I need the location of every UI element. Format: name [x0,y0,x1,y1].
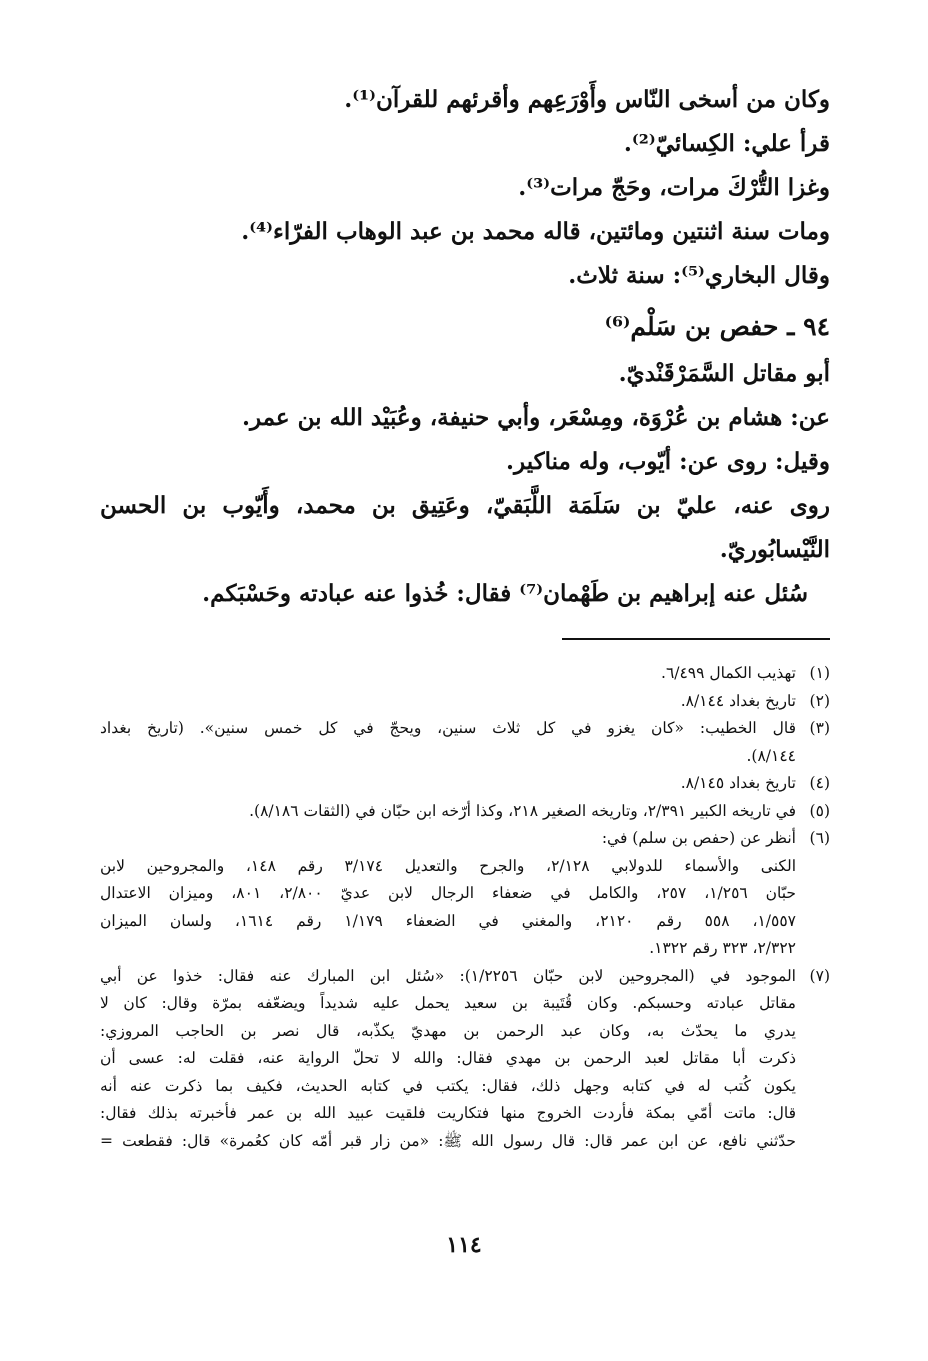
entry-heading: ٩٤ ـ حفص بن سَلْم⁽⁶⁾ [604,312,830,341]
entry-line: سُئل عنه إبراهيم بن طَهْمان⁽⁷⁾ فقال: خُذوا عنه عبادته وحَسْبَكم. [202,580,808,607]
footnote-number: (٣) [809,719,830,737]
footnote-text: أنظر عن (حفص بن سلم) في: [601,829,796,847]
entry-line: وقيل: روى عن: أيّوب، وله مناكير. [506,448,830,475]
main-line: وقال البخاري⁽⁵⁾: سنة ثلاث. [568,262,830,289]
footnote [100,688,830,716]
footnote-number: (١) [809,664,830,682]
footnote-number: (٦) [809,829,830,847]
footnote-text: تهذيب الكمال ٦/٤٩٩. [661,664,796,682]
footnote-text: قال: ماتت أمّي بمكة فأردت الخروج منها فتكاريت فلقيت عبيد الله بن عمر فأخبرته بذلك فقال: [100,1104,796,1122]
footnote [100,660,830,688]
footnotes [100,660,830,1155]
page-number: ١١٤ [446,1232,482,1258]
main-line: وكان من أسخى النّاس وأَوْرَعِهم وأقرئهم للقرآن⁽¹⁾. [344,86,830,113]
footnote [100,715,830,770]
footnote-text: حبّان ١/٢٥٦، ٢٥٧، والكامل في ضعفاء الرجال لابن عديّ ٢/٨٠٠، ٨٠١، وميزان الاعتدال [100,884,796,902]
footnote-text: ٢/٣٢٢، ٣٢٣ رقم ١٣٢٢. [649,939,796,957]
footnote [100,825,830,963]
footnote-text: ذكرت أبا مقاتل لعبد الرحمن بن مهدي فقال: والله لا تحلّ الرواية عنه، فقلت له: عسى أن [100,1049,796,1067]
footnote-number: (٢) [809,691,830,710]
footnote-text: مقاتل عبادته وحسبكم. وكان قُتَيبة بن سعيد يحمل عليه شديداً ويضعّفه بمرّة وقال: كان لا [100,994,796,1012]
footnote-number: (٤) [809,774,830,792]
main-line: وغزا التُّرْكَ مرات، وحَجّ مرات⁽³⁾. [518,174,830,201]
footnote-text: الكنى والأسماء للدولابي ٢/١٢٨، والجرح والتعديل ٣/١٧٤ رقم ١٤٨، والمجروحين لابن [100,856,796,875]
footnote-text: تاريخ بغداد ٨/١٤٥. [680,774,796,792]
footnote [100,770,830,798]
footnote-text: يكون كُتب له في كتابه وجهل ذلك، فقال: يكتب في كتابه الحديث، فكيف بما ذكرت عنه أنه [100,1076,796,1095]
footnote-text: ١/٥٥٧، ٥٥٨ رقم ٢١٢٠، والمغني في الضعفاء ١/١٧٩ رقم ١٦١٤، ولسان الميزان [100,911,796,930]
main-line: ومات سنة اثنتين ومائتين، قاله محمد بن عبد الوهاب الفرّاء⁽⁴⁾. [241,218,830,245]
entry-line: روى عنه، عليّ بن سَلَمَة اللَّبَقيّ، وعَتِيق بن محمد، وأَيّوب بن الحسن [100,492,830,519]
footnote-number: (٥) [809,801,830,820]
footnote-text: الموجود في (المجروحين لابن حبّان ١/٢٢٥٦): «سُئل ابن المبارك عنه فقال: خذوا عن أبي [100,966,796,985]
entry-line: عن: هشام بن عُرْوَة، ومِسْعَر، وأبي حنيفة، وعُبَيْد الله بن عمر. [241,404,830,431]
footnote-number: (٧) [809,966,830,985]
footnote [100,963,830,1156]
footnote-separator [562,638,830,640]
footnote-text: ٨/١٤٤). [746,746,796,765]
main-text [100,78,830,616]
footnote-text: حدّثني نافع، عن ابن عمر قال: قال رسول الله ﷺ: «من زار قبر أمّه كان كعُمرة» قال: فقطعت = [100,1131,796,1150]
footnote-text: في تاريخه الكبير ٢/٣٩١، وتاريخه الصغير ٢١٨، وكذا أرّخه ابن حبّان في (الثقات ٨/١٨٦). [249,801,796,820]
main-line: قرأ علي: الكِسائيّ⁽²⁾. [623,130,830,157]
footnote-text: تاريخ بغداد ٨/١٤٤. [680,691,796,710]
footnote-text: يدري ما يحدّث به، وكان عبد الرحمن بن مهديّ يكذّبه، قال نصر بن الحاجب المروزي: [100,1021,796,1040]
footnote-text: قال الخطيب: «كان يغزو في كل ثلاث سنين، ويحجّ في كل خمس سنين». (تاريخ بغداد [100,719,796,737]
entry-line: النَّيْسابُوريّ. [719,536,830,563]
footnote [100,798,830,826]
entry-line: أبو مقاتل السَّمَرْقَنْديّ. [618,360,830,387]
